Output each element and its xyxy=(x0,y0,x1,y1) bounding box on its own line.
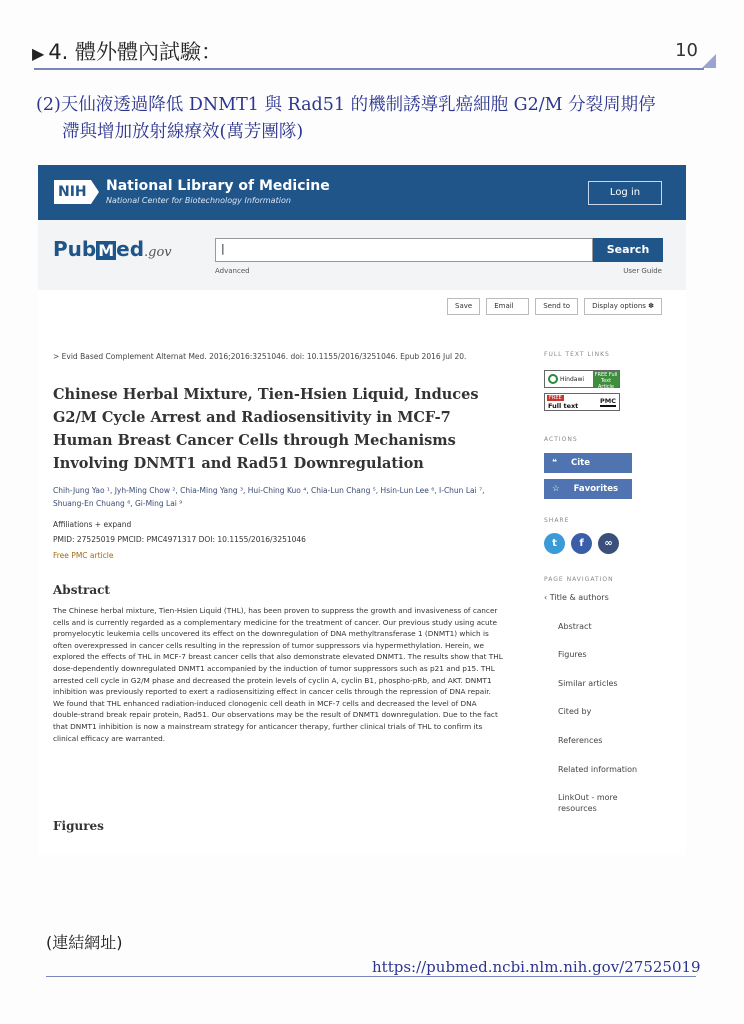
abstract-text: The Chinese herbal mixture, Tien-Hsien Liquid (THL), has been proven to suppress the growth and invasiveness of cancer cells and is currently regarded as a complementary medicine for the treatment of cancer. Our previous study using acute promyelocytic leukemia cells uncovered its effect on the downregulation of DNA methyltransferase 1 (DNMT1) which is often overexpressed in cancer cells resulting in the repression of tumor suppressors via hypermethylation. Herein, we explored the effects of THL in MCF-7 breast cancer cells that also demonstrate elevated DNMT1. The results show that THL dose-dependently downregulated DNMT1 accompanied by the induction of tumor suppressors such as p21 and p15. THL arrested cell cycle in G2/M phase and decreased the protein levels of cyclin A, cyclin B1, phospho-pRb, and AKT. DNMT1 inhibition was previously reported to exert a radiosensitizing effect in cancer cells through the repression of DNA repair. We found that THL enhanced radiation-induced clonogenic cell death in MCF-7 cells and decreased the level of DNA double-strand break repair protein, Rad51. Our observations may be the result of DNMT1 downregulation. Due to the fact that DNMT1 inhibition is now a mainstream strategy for anticancer therapy, further clinical trials of THL to confirm its clinical efficacy are warranted. xyxy=(53,606,503,743)
nav-title-authors-label: Title & authors xyxy=(549,593,609,602)
page-number: 10 xyxy=(675,40,698,61)
nav-abstract[interactable]: Abstract xyxy=(558,622,592,631)
abstract-heading: Abstract xyxy=(53,583,110,597)
email-button[interactable]: Email xyxy=(486,298,529,315)
actions-label: ACTIONS xyxy=(544,436,578,443)
logo-pub: Pub xyxy=(53,237,97,261)
hindawi-logo-icon xyxy=(548,374,558,384)
facebook-icon[interactable]: f xyxy=(571,533,592,554)
save-button[interactable]: Save xyxy=(447,298,480,315)
nav-references[interactable]: References xyxy=(558,736,603,745)
free-pmc-badge: Free PMC article xyxy=(53,551,114,560)
free-full-text-badge: FREE Full Text Article xyxy=(594,372,618,390)
triangle-bullet-icon: ▶ xyxy=(32,44,45,63)
pubmed-url[interactable]: https://pubmed.ncbi.nlm.nih.gov/27525019 xyxy=(372,958,701,976)
nav-figures[interactable]: Figures xyxy=(558,650,587,659)
link-label: (連結網址) xyxy=(46,933,123,952)
citation: > Evid Based Complement Alternat Med. 2016;2016:3251046. doi: 10.1155/2016/3251046. Epub 2016 Jul 20. xyxy=(53,352,467,361)
subtitle-line-2: 滯與增加放射線療效(萬芳團隊) xyxy=(62,122,304,142)
subtitle-line-1: (2)天仙液透過降低 DNMT1 與 Rad51 的機制誘導乳癌細胞 G2/M 分裂周期停 xyxy=(36,95,656,115)
slide-title xyxy=(32,36,222,66)
chevron-left-icon: ‹ xyxy=(544,593,550,602)
nih-logo-arrow-icon xyxy=(91,180,99,204)
send-to-button[interactable]: Send to xyxy=(535,298,578,315)
nav-linkout[interactable]: LinkOut - more resources xyxy=(558,793,618,813)
hindawi-link[interactable] xyxy=(544,370,620,388)
favorites-button[interactable] xyxy=(544,479,632,499)
search-input[interactable]: | xyxy=(215,238,593,262)
slide-subtitle xyxy=(36,92,706,146)
free-badge: FREE xyxy=(549,395,562,401)
quote-icon: ❝ xyxy=(552,458,557,468)
nav-cited-by[interactable]: Cited by xyxy=(558,707,592,716)
corner-decoration xyxy=(702,54,716,68)
favorites-label: Favorites xyxy=(573,484,619,494)
pubmed-logo[interactable] xyxy=(53,237,172,261)
logo-ed: ed xyxy=(116,237,145,261)
user-guide-link[interactable]: User Guide xyxy=(623,267,662,275)
cite-button[interactable] xyxy=(544,453,632,473)
full-text-links-label: FULL TEXT LINKS xyxy=(544,351,610,358)
nih-subname: National Center for Biotechnology Information xyxy=(106,196,291,205)
star-icon: ☆ xyxy=(552,484,560,494)
advanced-link[interactable]: Advanced xyxy=(215,267,250,275)
pmc-link[interactable] xyxy=(544,393,620,411)
nav-title-authors[interactable] xyxy=(544,592,654,603)
share-label: SHARE xyxy=(544,517,570,524)
authors[interactable]: Chih-Jung Yao ¹, Jyh-Ming Chow ², Chia-Ming Yang ³, Hui-Ching Kuo ⁴, Chia-Lun Chang ⁵, Hsin-Lun Lee ⁶, I-Chun Lai ⁷, Shuang-En Chuang ⁸, Gi-Ming Lai ⁹ xyxy=(53,486,485,508)
link-icon[interactable]: ∞ xyxy=(598,533,619,554)
nav-similar-articles[interactable]: Similar articles xyxy=(558,679,618,688)
slide-header xyxy=(30,32,716,72)
twitter-icon[interactable]: t xyxy=(544,533,565,554)
login-button[interactable]: Log in xyxy=(588,181,662,205)
logo-gov: .gov xyxy=(144,245,172,260)
nih-logo[interactable] xyxy=(54,179,99,205)
pmc-logo: PMC xyxy=(599,397,616,405)
display-options-button[interactable]: Display options ✽ xyxy=(584,298,662,315)
slide-title-text: 4. 體外體內試驗： xyxy=(48,40,223,64)
article-title: Chinese Herbal Mixture, Tien-Hsien Liquid, Induces G2/M Cycle Arrest and Radiosensitivity in MCF-7 Human Breast Cancer Cells through Mechanisms Involving DNMT1 and Rad51 Downregulation xyxy=(53,386,479,472)
full-text-text: Full text xyxy=(548,402,579,410)
nih-header xyxy=(38,165,686,220)
nav-related-information[interactable]: Related information xyxy=(558,765,638,774)
page-navigation-label: PAGE NAVIGATION xyxy=(544,576,614,583)
affiliations-toggle[interactable]: Affiliations + expand xyxy=(53,520,132,529)
cite-label: Cite xyxy=(571,458,590,468)
search-button[interactable]: Search xyxy=(593,238,663,262)
figures-heading: Figures xyxy=(53,819,104,833)
bottom-rule xyxy=(46,976,696,977)
nih-logo-text: NIH xyxy=(54,180,91,204)
toolbar xyxy=(447,298,662,315)
header-rule xyxy=(34,68,704,70)
logo-m: M xyxy=(98,241,115,260)
pubmed-screenshot xyxy=(38,165,686,855)
hindawi-text: Hindawi xyxy=(560,375,585,383)
search-band xyxy=(38,220,686,290)
article-ids: PMID: 27525019 PMCID: PMC4971317 DOI: 10.1155/2016/3251046 xyxy=(53,535,306,544)
nih-name: National Library of Medicine xyxy=(106,178,330,194)
